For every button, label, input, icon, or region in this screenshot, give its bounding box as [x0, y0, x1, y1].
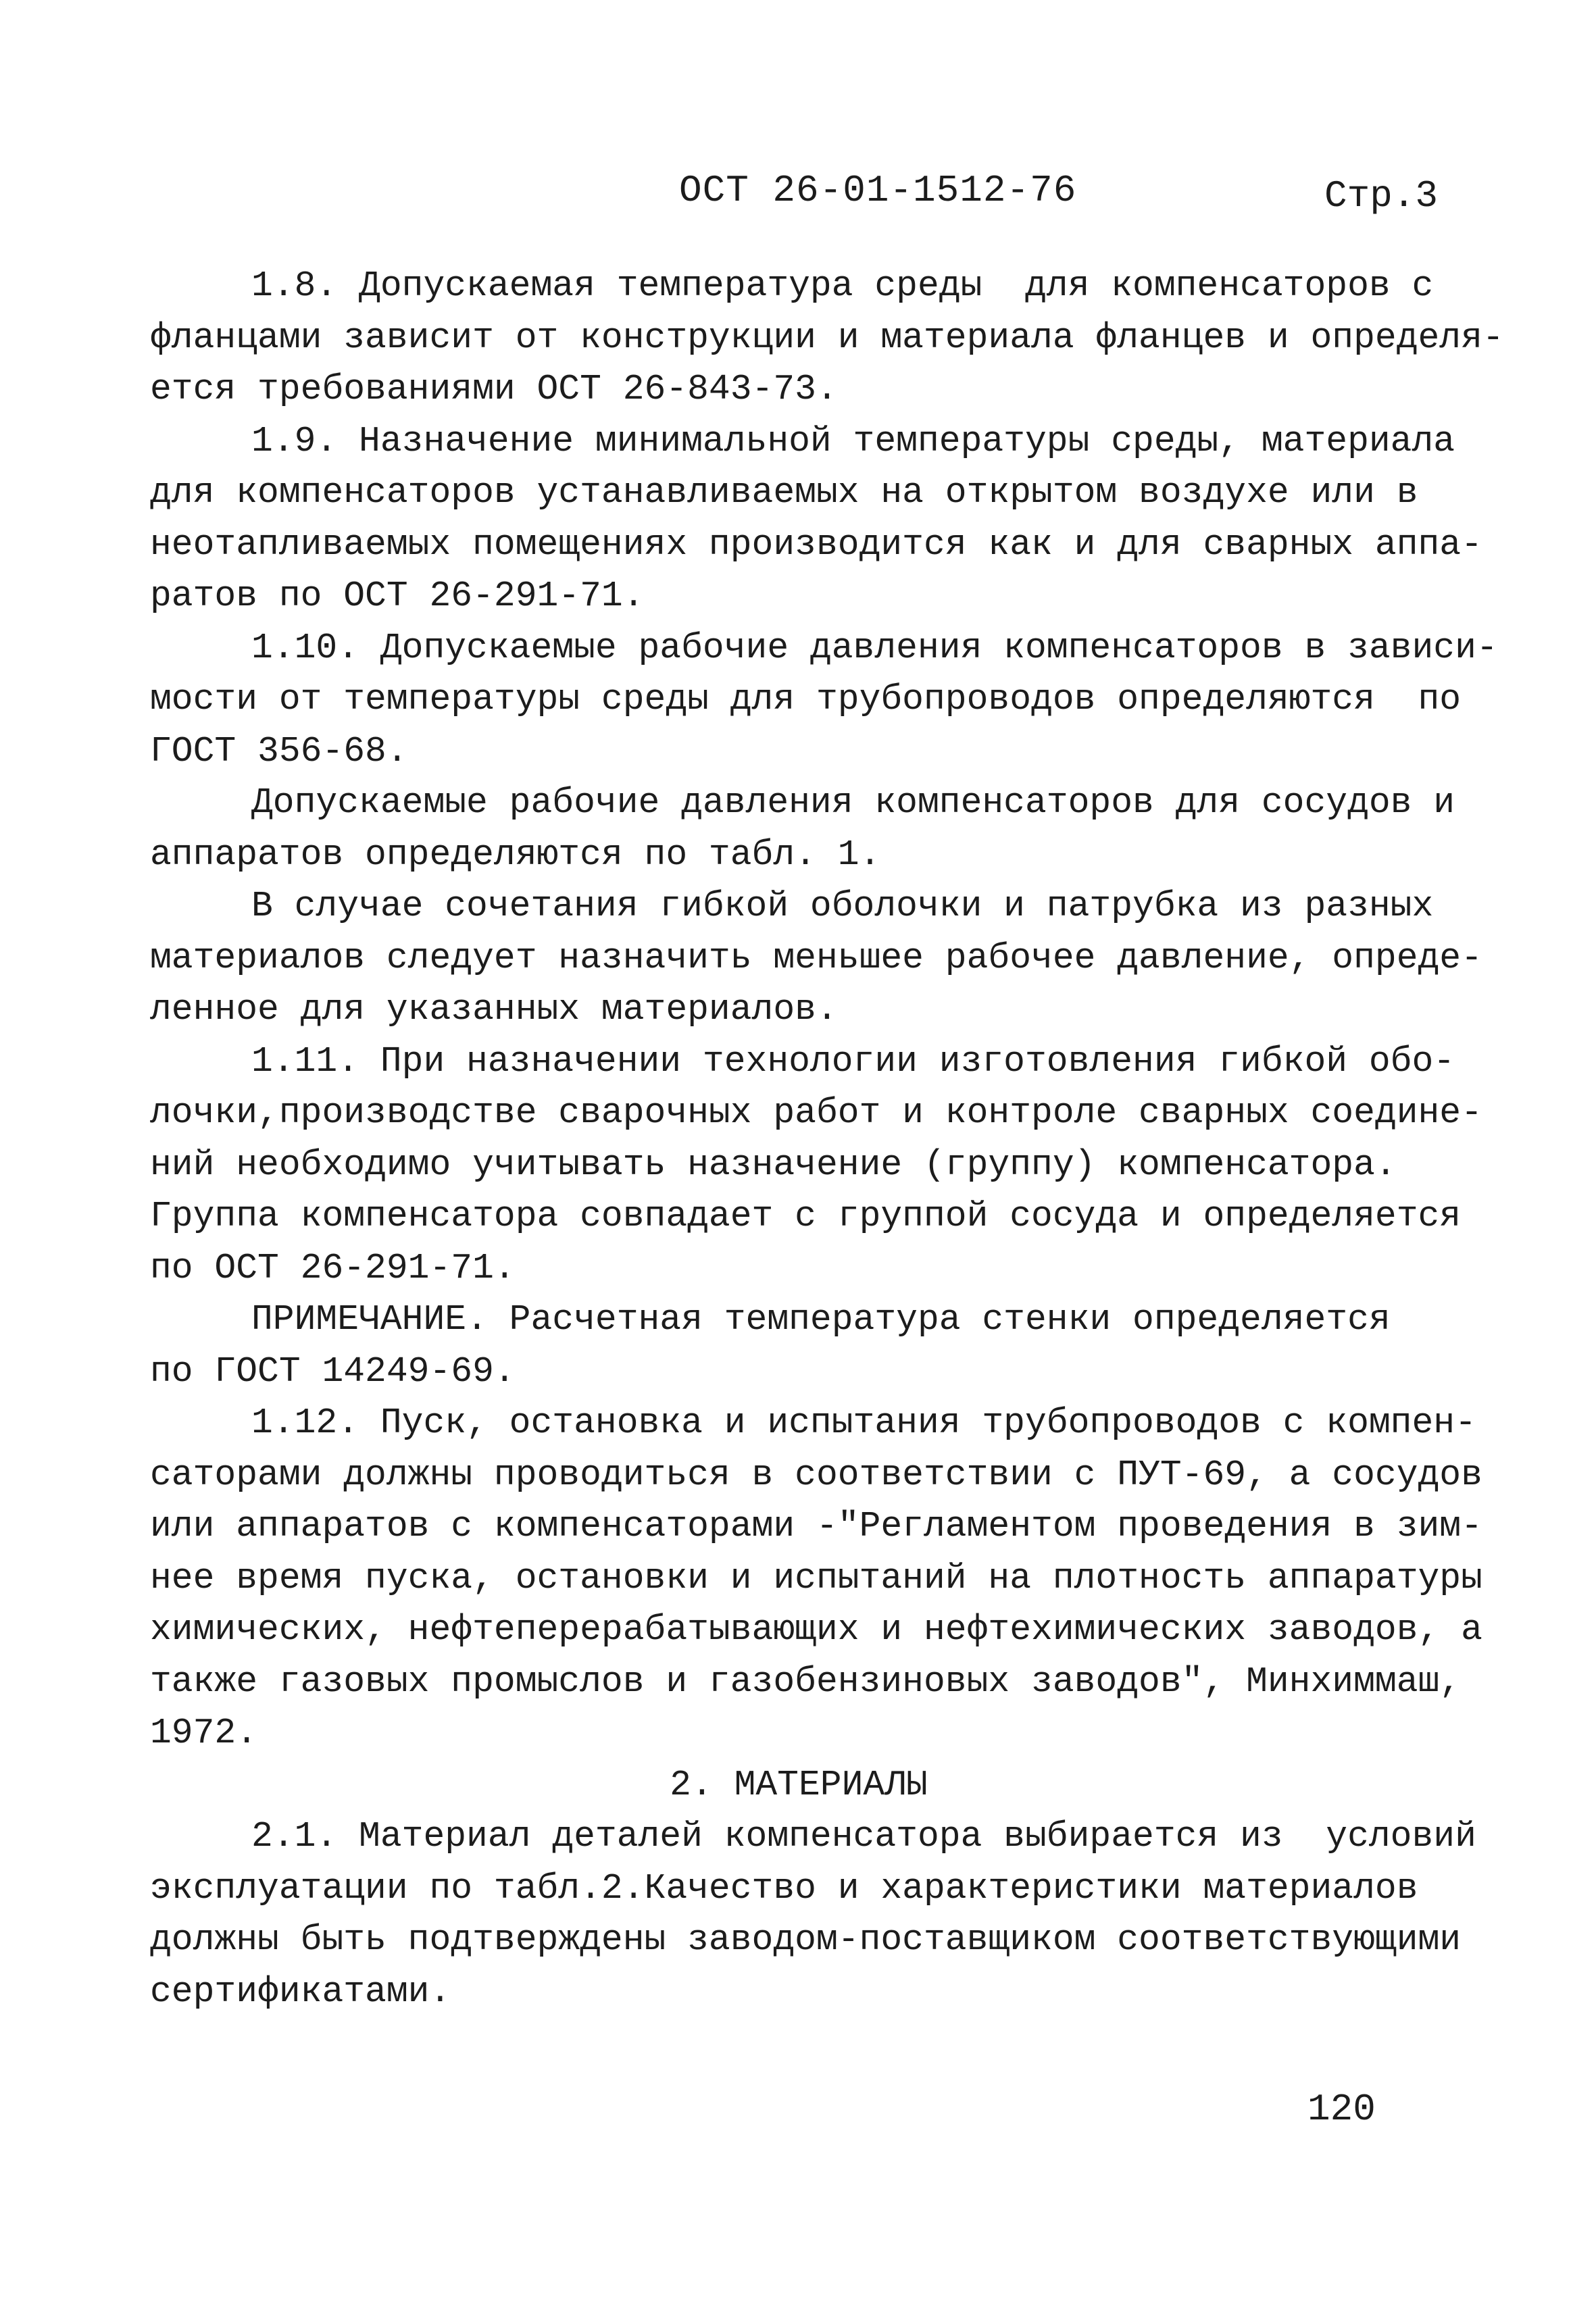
text-line: или аппаратов с компенсаторами -"Регламентом проведения в зим-	[150, 1506, 1482, 1546]
text-line: нее время пуска, остановки и испытаний на плотность аппаратуры	[150, 1557, 1482, 1599]
text-line: аппаратов определяются по табл. 1.	[150, 834, 881, 875]
text-line: Допускаемые рабочие давления компенсаторов для сосудов и	[251, 782, 1455, 823]
text-line: по ГОСТ 14249-69.	[150, 1351, 516, 1392]
text-line: саторами должны проводиться в соответствии с ПУТ-69, а сосудов	[150, 1454, 1482, 1495]
text-line: 2.1. Материал деталей компенсатора выбирается из условий	[251, 1816, 1476, 1857]
text-line: 1972.	[150, 1713, 258, 1753]
text-line: Группа компенсатора совпадает с группой сосуда и определяется	[150, 1196, 1462, 1236]
text-line: неотапливаемых помещениях производится как и для сварных аппа-	[150, 524, 1482, 565]
document-code: ОСТ 26-01-1512-76	[679, 169, 1077, 212]
body-text	[150, 260, 1504, 2017]
text-line: 1.11. При назначении технологии изготовления гибкой обо-	[251, 1040, 1455, 1082]
text-line: сертификатами.	[150, 1971, 451, 2012]
text-line: также газовых промыслов и газобензиновых заводов", Минхиммаш,	[150, 1661, 1462, 1702]
text-line: материалов следует назначить меньшее рабочее давление, опреде-	[150, 937, 1482, 978]
text-line: химических, нефтеперерабатывающих и нефтехимических заводов, а	[150, 1609, 1482, 1650]
text-line: ется требованиями ОСТ 26-843-73.	[150, 369, 838, 409]
text-line: по ОСТ 26-291-71.	[150, 1247, 516, 1288]
section-heading: 2. МАТЕРИАЛЫ	[670, 1764, 928, 1805]
text-line: 1.10. Допускаемые рабочие давления компенсаторов в зависи-	[251, 627, 1498, 668]
page-number: 120	[1307, 2088, 1376, 2131]
text-line: ратов по ОСТ 26-291-71.	[150, 576, 645, 616]
text-line: В случае сочетания гибкой оболочки и патрубка из разных	[251, 886, 1434, 926]
text-line: ГОСТ 356-68.	[150, 730, 408, 772]
page-label: Стр.3	[1324, 174, 1439, 218]
text-line: 1.8. Допускаемая температура среды для компенсаторов с	[251, 266, 1434, 306]
text-line: 1.12. Пуск, остановка и испытания трубопроводов с компен-	[251, 1403, 1476, 1443]
text-line: фланцами зависит от конструкции и материала фланцев и определя-	[150, 317, 1504, 358]
text-line: ленное для указанных материалов.	[150, 989, 838, 1030]
text-line: эксплуатации по табл.2.Качество и характеристики материалов	[150, 1867, 1418, 1909]
text-line: мости от температуры среды для трубопроводов определяются по	[150, 679, 1462, 720]
text-line: ПРИМЕЧАНИЕ. Расчетная температура стенки определяется	[251, 1299, 1391, 1340]
text-line: для компенсаторов устанавливаемых на открытом воздухе или в	[150, 472, 1418, 513]
text-line: ний необходимо учитывать назначение (группу) компенсатора.	[150, 1144, 1397, 1185]
text-line: лочки,производстве сварочных работ и контроле сварных соедине-	[150, 1092, 1482, 1133]
text-line: должны быть подтверждены заводом-поставщиком соответствующими	[150, 1919, 1462, 1960]
text-line: 1.9. Назначение минимальной температуры среды, материала	[251, 420, 1455, 461]
